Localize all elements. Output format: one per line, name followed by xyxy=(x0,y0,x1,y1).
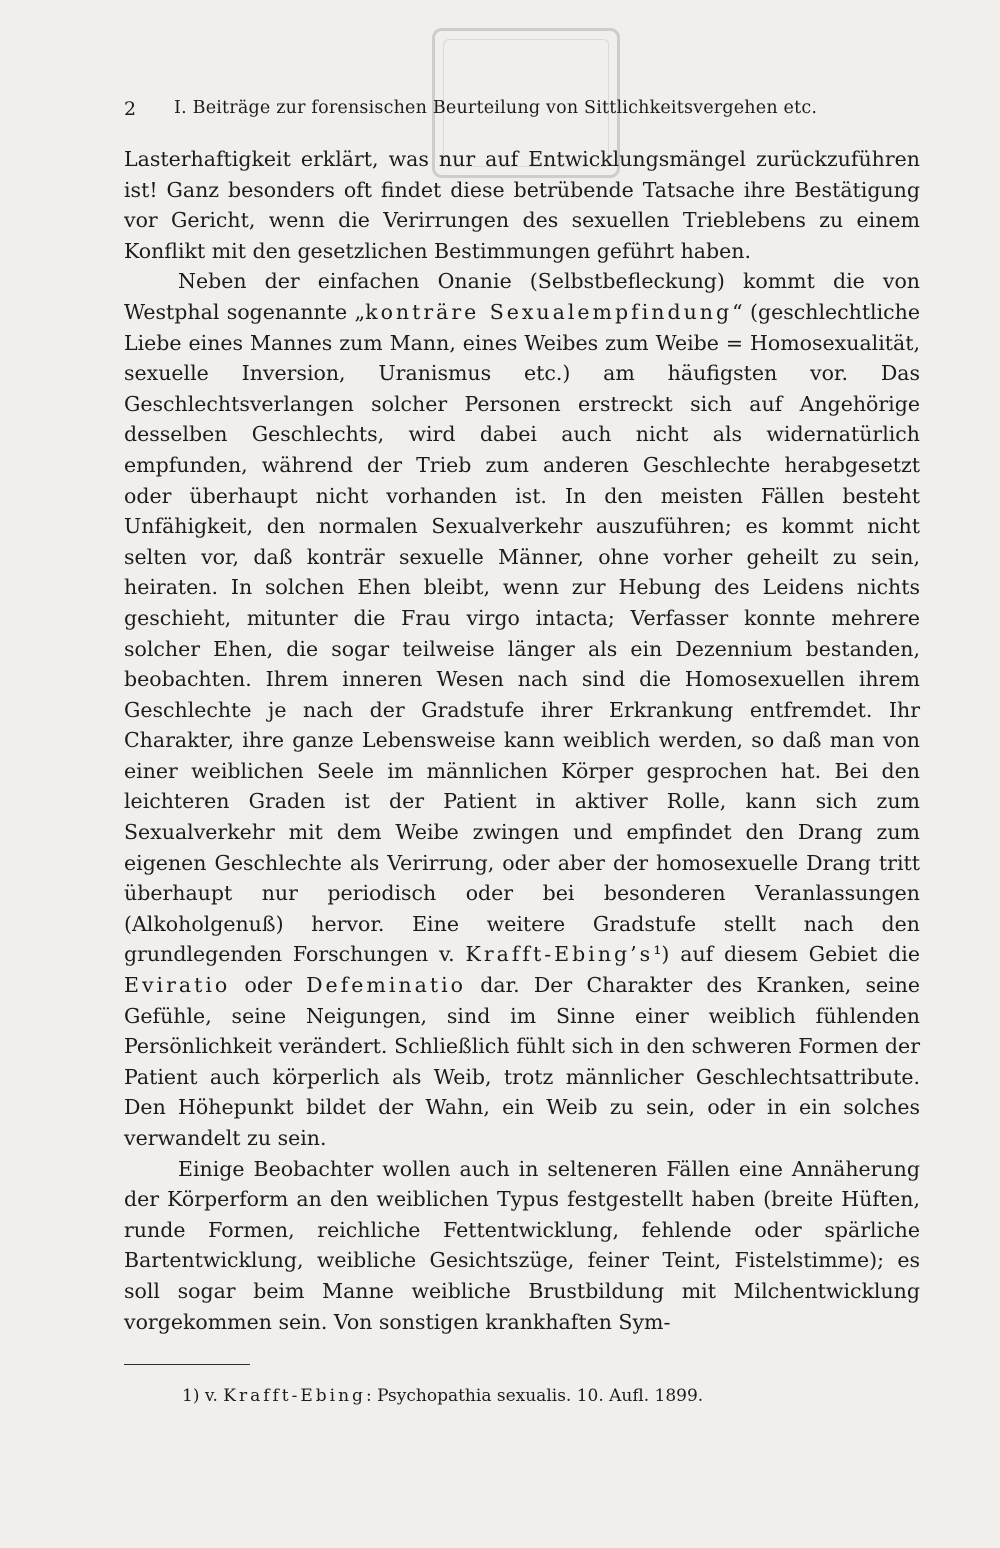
text-segment: oder xyxy=(230,973,307,998)
text-segment: Lasterhaftigkeit erklärt, was nur auf Entwicklungsmängel zurückzuführen ist! Ganz besonders oft findet diese betrübende Tatsache ihre Bestätigung vor Gericht, wenn die Verirrungen des sexuellen Trieblebens zu einem Konflikt mit den gesetzlichen Bestimmungen geführt haben. xyxy=(124,147,920,263)
spaced-author: Krafft-Ebing’s xyxy=(465,942,654,967)
text-segment: “ (geschlechtliche Liebe eines Mannes zum Mann, eines Weibes zum Weibe = Homosexualität, sexuelle Inversion, Uranismus etc.) am häufigsten vor. Das Geschlechtsverlangen solcher Personen erstreckt sich auf Angehörige desselben Geschlechts, wird dabei auch nicht als widernatürlich empfunden, während der Trieb zum anderen Geschlechte herabgesetzt oder überhaupt nicht vorhanden ist. In den meisten Fällen besteht Unfähigkeit, den normalen Sexualverkehr auszuführen; es kommt nicht selten vor, daß konträr sexuelle Männer, ohne vorher geheilt zu sein, heiraten. In solchen Ehen bleibt, wenn zur Hebung des Leidens nichts geschieht, mitunter die Frau virgo intacta; Verfasser konnte mehrere solcher Ehen, die sogar teilweise länger als ein Dezennium bestanden, beobachten. Ihrem inneren Wesen nach sind die Homosexuellen ihrem Geschlechte je nach der Gradstufe ihrer Erkrankung entfremdet. Ihr Charakter, ihre ganze Lebensweise kann weiblich werden, so daß man von einer weiblichen Seele im männlichen Körper gesprochen hat. Bei den leichteren Graden ist der Patient in aktiver Rolle, kann sich zum Sexualverkehr mit dem Weibe zwingen und empfindet den Drang zum eigenen Geschlechte als Verirrung, oder aber der homosexuelle Drang tritt überhaupt nur periodisch oder bei besonderen Veranlassungen (Alkoholgenuß) hervor. Eine weitere Gradstufe stellt nach den grundlegenden Forschungen v. xyxy=(124,299,920,967)
running-title: I. Beiträge zur forensischen Beurteilung von Sittlichkeitsvergehen etc. xyxy=(174,98,818,118)
spaced-term: Defeminatio xyxy=(306,973,466,998)
paragraph xyxy=(124,266,920,1153)
paragraph xyxy=(124,1154,920,1338)
footnote-rule xyxy=(124,1364,250,1365)
running-header xyxy=(124,98,859,124)
spaced-term: konträre Sexualempfindung xyxy=(365,299,733,324)
page-number: 2 xyxy=(124,98,137,120)
footnote-text: : Psychopathia sexualis. 10. Aufl. 1899. xyxy=(365,1386,704,1406)
body-text xyxy=(124,144,920,1337)
spaced-term: Eviratio xyxy=(124,973,231,998)
text-segment: Neben der einfachen Onanie (Selbstbefleckung) kommt die von Westphal sogenannte „ xyxy=(124,269,920,324)
footnote-author: Krafft-Ebing xyxy=(223,1386,366,1406)
footnote xyxy=(182,1386,703,1406)
footnote-text: 1) v. xyxy=(182,1386,224,1406)
text-segment: dar. Der Charakter des Kranken, seine Gefühle, seine Neigungen, sind im Sinne einer weiblich fühlenden Persönlichkeit verändert. Schließlich fühlt sich in den schweren Formen der Patient auch körperlich als Weib, trotz männlicher Geschlechtsattribute. Den Höhepunkt bildet der Wahn, ein Weib zu sein, oder in ein solches verwandelt zu sein. xyxy=(124,973,920,1150)
paragraph xyxy=(124,144,920,266)
text-segment: Einige Beobachter wollen auch in selteneren Fällen eine Annäherung der Körperform an den weiblichen Typus festgestellt haben (breite Hüften, runde Formen, reichliche Fettentwicklung, fehlende oder spärliche Bartentwicklung, weibliche Gesichtszüge, feiner Teint, Fistelstimme); es soll sogar beim Manne weibliche Brustbildung mit Milchentwicklung vorgekommen sein. Von sonstigen krankhaften Sym- xyxy=(124,1156,920,1334)
text-segment: ¹) auf diesem Gebiet die xyxy=(653,942,920,967)
